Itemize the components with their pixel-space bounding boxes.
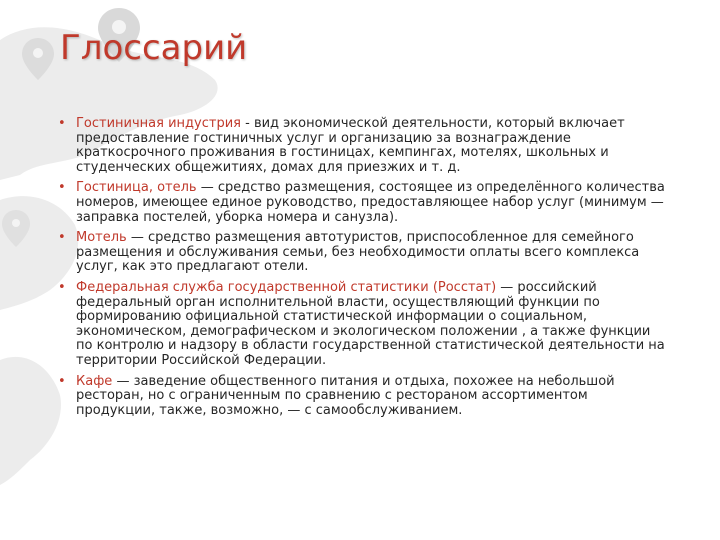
glossary-definition: - вид экономической деятельности, который включает предоставление гостиничных услуг и организацию за вознаграждение краткосрочного проживания в гостиницах, кемпингах, мотелях, школьных и студенческих общежитиях, домах для приезжих и т. д.: [76, 116, 625, 175]
glossary-list: [56, 117, 666, 424]
glossary-term: Гостиница, отель: [76, 180, 197, 196]
bullet-icon: •: [58, 279, 66, 295]
glossary-item: [56, 231, 666, 275]
bullet-icon: •: [58, 180, 66, 196]
glossary-definition: — российский федеральный орган исполнительной власти, осуществляющий функции по формированию официальной статистической информации о социальном, экономическом, демографическом и экологическом положении , а также функции по контролю и надзору в области государственной статистической деятельности на территории Российской Федерации.: [76, 279, 665, 368]
glossary-term: Гостиничная индустрия: [76, 116, 241, 131]
glossary-definition: — заведение общественного питания и отдыха, похожее на небольшой ресторан, но с ограниченным по сравнению с рестораном ассортиментом продукции, также, возможно, — с самообслуживанием.: [76, 373, 615, 418]
glossary-item: [56, 181, 666, 225]
glossary-term: Федеральная служба государственной статистики (Росстат): [76, 279, 497, 295]
bullet-icon: •: [58, 373, 66, 389]
glossary-term: Кафе: [76, 373, 113, 389]
bullet-icon: •: [58, 116, 66, 131]
slide-title: Глоссарий: [60, 28, 248, 68]
glossary-definition: — средство размещения, состоящее из определённого количества номеров, имеющее единое руководство, предоставляющее набор услуг (минимум — заправка постелей, уборка номера и санузла).: [76, 180, 665, 225]
map-continent-south: [0, 357, 61, 485]
glossary-definition: — средство размещения автотуристов, приспособленное для семейного размещения и обслуживания семьи, без необходимости оплаты всего комплекса услуг, как это предлагают отели.: [76, 230, 640, 275]
glossary-term: Мотель: [76, 230, 127, 246]
bullet-icon: •: [58, 230, 66, 246]
glossary-item: [56, 281, 666, 369]
glossary-item: [56, 117, 666, 175]
glossary-item: [56, 375, 666, 419]
